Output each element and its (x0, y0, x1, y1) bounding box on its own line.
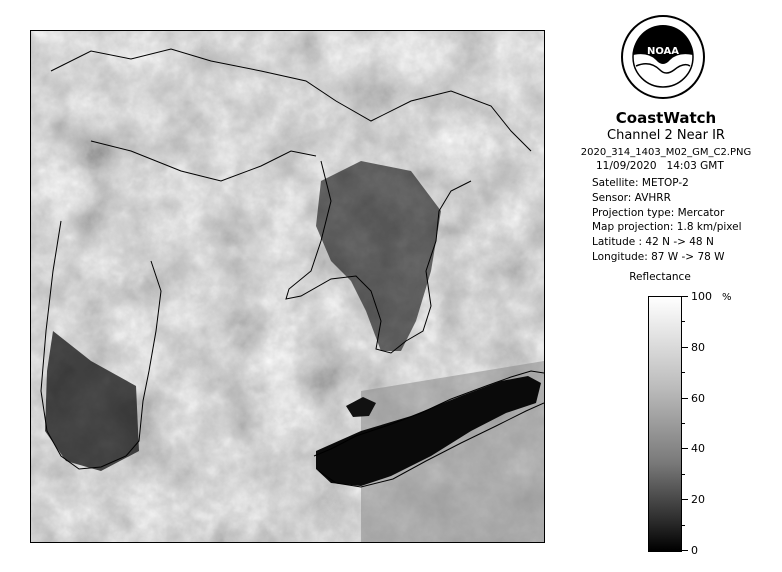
noaa-logo-text: NOAA (646, 46, 680, 57)
colorbar-tick-label: 100 (691, 290, 712, 303)
datetime-label (596, 160, 724, 173)
colorbar-tick-mark (681, 347, 688, 348)
colorbar-title: Reflectance (629, 271, 691, 283)
time-value: 14:03 GMT (666, 160, 724, 172)
map-projection-label: Map projection: 1.8 km/pixel (592, 221, 742, 233)
colorbar-tick-mark (681, 296, 688, 297)
brand-title: CoastWatch (615, 109, 717, 127)
colorbar-tick-mark (681, 448, 688, 449)
projection-type-label: Projection type: Mercator (592, 207, 725, 219)
satellite-label: Satellite: METOP-2 (592, 177, 689, 189)
colorbar-tick-label: 40 (691, 442, 705, 455)
colorbar-tick-mark (681, 550, 688, 551)
colorbar-tick-mark (681, 525, 685, 526)
satellite-image-map (30, 30, 545, 543)
colorbar-tick-mark (681, 474, 685, 475)
colorbar-tick-label: 20 (691, 493, 705, 506)
sensor-label: Sensor: AVHRR (592, 192, 671, 204)
colorbar-tick-label: 0 (691, 544, 698, 557)
noaa-logo (620, 14, 706, 100)
filename-label: 2020_314_1403_M02_GM_C2.PNG (580, 147, 752, 158)
date-value: 11/09/2020 (596, 160, 657, 172)
colorbar-unit: % (722, 292, 732, 303)
longitude-label: Longitude: 87 W -> 78 W (592, 251, 725, 263)
colorbar-tick-label: 60 (691, 392, 705, 405)
channel-label: Channel 2 Near IR (607, 128, 725, 143)
reflectance-colorbar (648, 296, 682, 552)
colorbar-tick-mark (681, 423, 685, 424)
colorbar-tick-mark (681, 499, 688, 500)
colorbar-tick-mark (681, 321, 685, 322)
colorbar-ticks (681, 290, 741, 557)
colorbar-tick-mark (681, 372, 685, 373)
colorbar-tick-label: 80 (691, 341, 705, 354)
colorbar-tick-mark (681, 398, 688, 399)
latitude-label: Latitude : 42 N -> 48 N (592, 236, 714, 248)
